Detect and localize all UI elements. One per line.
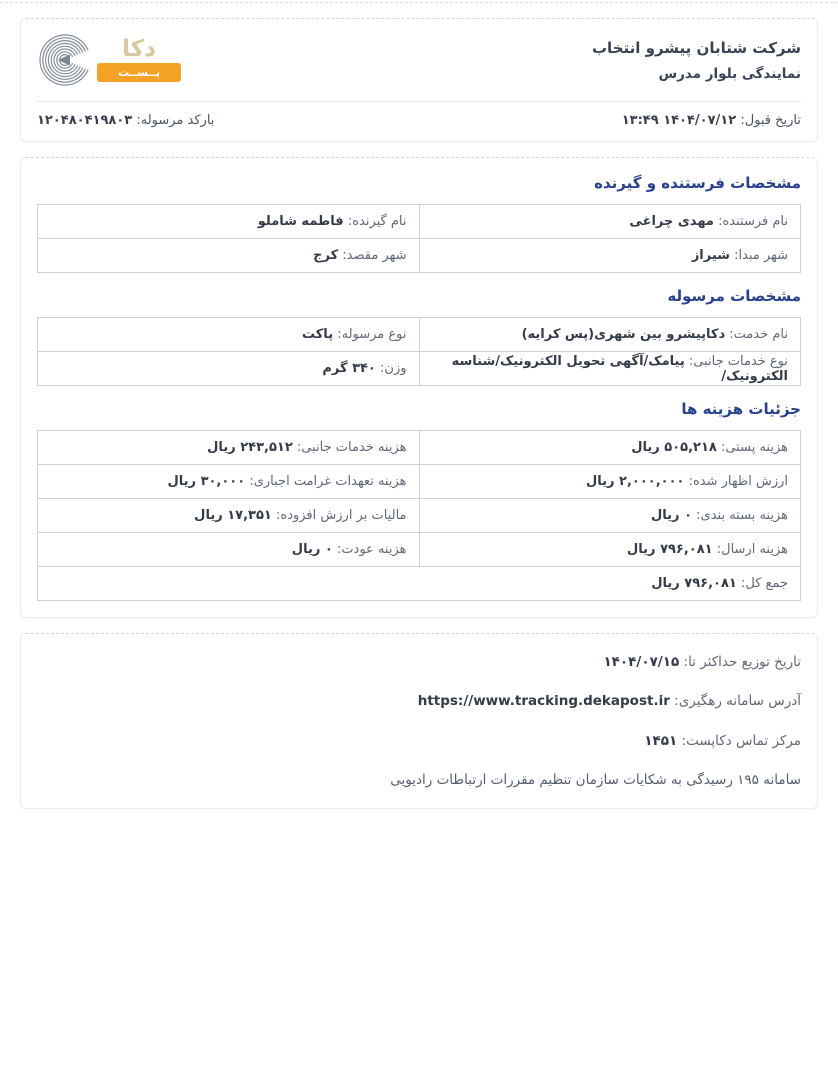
field-label: تاریخ توزیع حداکثر تا: [683,654,801,670]
return-cost-cell [38,533,420,567]
barcode-value: ۱۲۰۴۸۰۴۱۹۸۰۳ [37,113,133,128]
table-row [38,205,801,239]
declared-value-cell [419,465,801,499]
field-value: ۳۴۰ گرم [322,361,376,376]
service-name-cell [419,318,801,352]
receiver-name-cell [38,205,420,239]
field-value: ۰ ریال [291,542,333,557]
field-value: ۲,۰۰۰,۰۰۰ ریال [585,474,685,489]
table-row [38,431,801,465]
shipping-cost-cell [419,533,801,567]
logo-brand-word: دکا [122,36,156,62]
accept-date-value: ۱۴۰۴/۰۷/۱۲ ۱۳:۴۹ [621,113,737,128]
field-value: ۱۴۵۱ [644,732,678,749]
company-name: شرکت شتابان پیشرو انتخاب [591,38,801,57]
section-title-sender-receiver: مشخصات فرستنده و گیرنده [594,174,801,192]
logo-post-badge: پــســت [97,63,181,82]
shipment-details-card [20,157,818,618]
field-label: هزینه عودت: [336,542,407,557]
field-label: هزینه پستی: [720,440,788,455]
field-label: هزینه تعهدات غرامت اجباری: [249,474,407,489]
table-row [38,465,801,499]
field-value: ۱۴۰۴/۰۷/۱۵ [603,654,680,670]
field-value: پاکت [301,327,334,342]
total-label: جمع کل: [740,576,788,591]
table-row [38,499,801,533]
field-value: ۲۴۳,۵۱۲ ریال [207,440,293,455]
table-row [38,533,801,567]
footer-card [20,633,818,809]
field-value: ۱۷,۳۵۱ ریال [194,508,272,523]
side-services-cell [419,352,801,386]
barcode [37,113,214,128]
field-value: دکاپیشرو بین شهری(پس کرایه) [521,327,726,342]
field-label: مرکز تماس دکاپست: [681,732,801,749]
field-label: وزن: [380,361,407,376]
table-row [38,352,801,386]
accept-date-label: تاریخ قبول: [740,113,801,128]
field-label: ارزش اظهار شده: [688,474,788,489]
weight-cell [38,352,420,386]
call-center-line [37,731,801,751]
section-title-costs: جزئیات هزینه ها [681,400,801,418]
sender-receiver-table [37,204,801,273]
field-value: مهدی چراغی [629,214,714,229]
field-value: فاطمه شاملو [257,214,344,229]
field-value: پیامک/آگهی تحویل الکترونیک/شناسه الکترونیک/ [451,353,788,384]
field-label: هزینه خدمات جانبی: [296,440,407,455]
section-title-parcel: مشخصات مرسوله [667,287,801,305]
logo-spiral-icon [37,31,95,89]
complaints-note: سامانه ۱۹۵ رسیدگی به شکایات سازمان تنظیم مقررات ارتباطات رادیویی [390,771,801,788]
header-card [20,18,818,142]
origin-city-cell [419,239,801,273]
field-label: نام فرستنده: [718,214,788,229]
table-row [38,318,801,352]
table-row [38,567,801,601]
field-label: نام گیرنده: [347,214,407,229]
parcel-table [37,317,801,386]
accept-date [622,113,801,128]
insurance-cost-cell [38,465,420,499]
field-label: هزینه ارسال: [716,542,788,557]
packing-cost-cell [419,499,801,533]
vat-cell [38,499,420,533]
dekapost-logo [37,31,181,89]
field-value: ۵۰۵,۲۱۸ ریال [631,440,717,455]
field-value: کرج [313,248,339,263]
field-value: ۳۰,۰۰۰ ریال [167,474,246,489]
field-value: ۷۹۶,۰۸۱ ریال [627,542,713,557]
field-label: مالیات بر ارزش افزوده: [276,508,407,523]
barcode-label: بارکد مرسوله: [136,113,215,128]
field-label: نوع مرسوله: [337,327,407,342]
table-row [38,239,801,273]
total-value: ۷۹۶,۰۸۱ ریال [651,576,737,591]
field-label: آدرس سامانه رهگیری: [674,693,801,710]
field-value: ۰ ریال [651,508,693,523]
logo-wordmark [97,38,181,82]
field-label: شهر مقصد: [342,248,407,263]
max-delivery-date [37,652,801,672]
field-label: نوع خدمات جانبی: [688,353,788,369]
parcel-type-cell [38,318,420,352]
destination-city-cell [38,239,420,273]
sender-name-cell [419,205,801,239]
company-block [592,34,801,87]
tracking-url: https://www.tracking.dekapost.ir [417,693,670,710]
field-value: شیراز [691,248,730,263]
postal-cost-cell [419,431,801,465]
side-services-cost-cell [38,431,420,465]
field-label: شهر مبدا: [734,248,788,263]
field-label: نام خدمت: [729,327,788,342]
tracking-url-line [37,691,801,711]
costs-table [37,430,801,601]
total-cell [38,567,801,601]
agency-name: نمایندگی بلوار مدرس [658,66,801,83]
tear-line [0,2,838,3]
field-label: هزینه بسته بندی: [696,508,788,523]
